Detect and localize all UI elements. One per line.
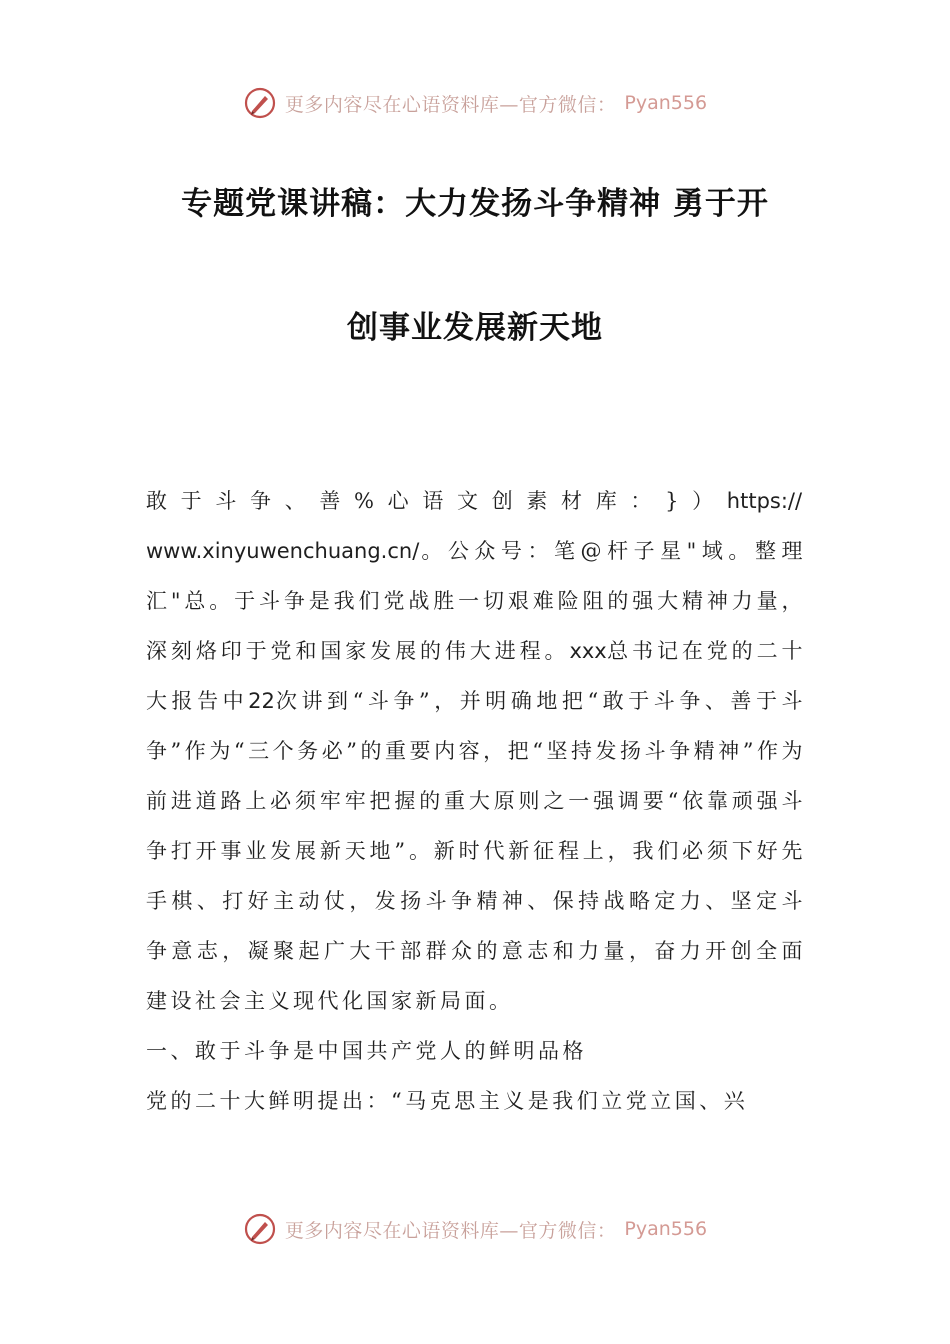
paragraph-text: 。公众号：笔@杆子星"域。整理汇"总。于斗争是我们党战胜一切艰难险阻的强大精神力量，深刻烙印于党和国家发展的伟大进程。 <box>146 539 806 663</box>
section-heading-1: 一、敢于斗争是中国共产党人的鲜明品格 <box>146 1039 587 1063</box>
pen-circle-icon <box>243 1212 277 1246</box>
watermark-handle: Pyan556 <box>624 92 708 114</box>
document-body <box>146 476 806 1126</box>
document-title-line1: 专题党课讲稿：大力发扬斗争精神 勇于开 <box>181 186 769 222</box>
watermark-header <box>0 86 950 120</box>
document-title-line2: 创事业发展新天地 <box>347 310 603 346</box>
paragraph-text: 总书记在党的二十大报告中 <box>146 639 806 713</box>
watermark-handle: Pyan556 <box>624 1218 708 1240</box>
watermark-text: 更多内容尽在心语资料库—官方微信： <box>284 93 617 116</box>
body-paragraph-2: 党的二十大鲜明提出：“马克思主义是我们立党立国、兴 <box>146 1089 749 1113</box>
count-number: 22 <box>248 689 275 713</box>
source-url-part2: www.xinyuwenchuang.cn/ <box>146 539 420 563</box>
placeholder-name: xxx <box>569 639 607 663</box>
pen-circle-icon <box>243 86 277 120</box>
watermark-footer <box>0 1212 950 1246</box>
paragraph-text: 敢 于 斗 争 、 善 % 心 语 文 创 素 材 库 ： } ） <box>146 489 727 513</box>
source-url-part1: https:// <box>726 489 803 513</box>
body-paragraph-1 <box>146 476 806 1026</box>
watermark-text: 更多内容尽在心语资料库—官方微信： <box>284 1219 617 1242</box>
paragraph-text: 次讲到“斗争”，并明确地把“敢于斗争、善于斗争”作为“三个务必”的重要内容，把“坚持发扬斗争精神”作为前进道路上必须牢牢把握的重大原则之一强调要“依靠顽强斗争打开事业发展新天地”。新时代新征程上，我们必须下好先手棋、打好主动仗，发扬斗争精神、保持战略定力、坚定斗争意志，凝聚起广大干部群众的意志和力量，奋力开创全面建设社会主义现代化国家新局面。 <box>146 689 806 1013</box>
